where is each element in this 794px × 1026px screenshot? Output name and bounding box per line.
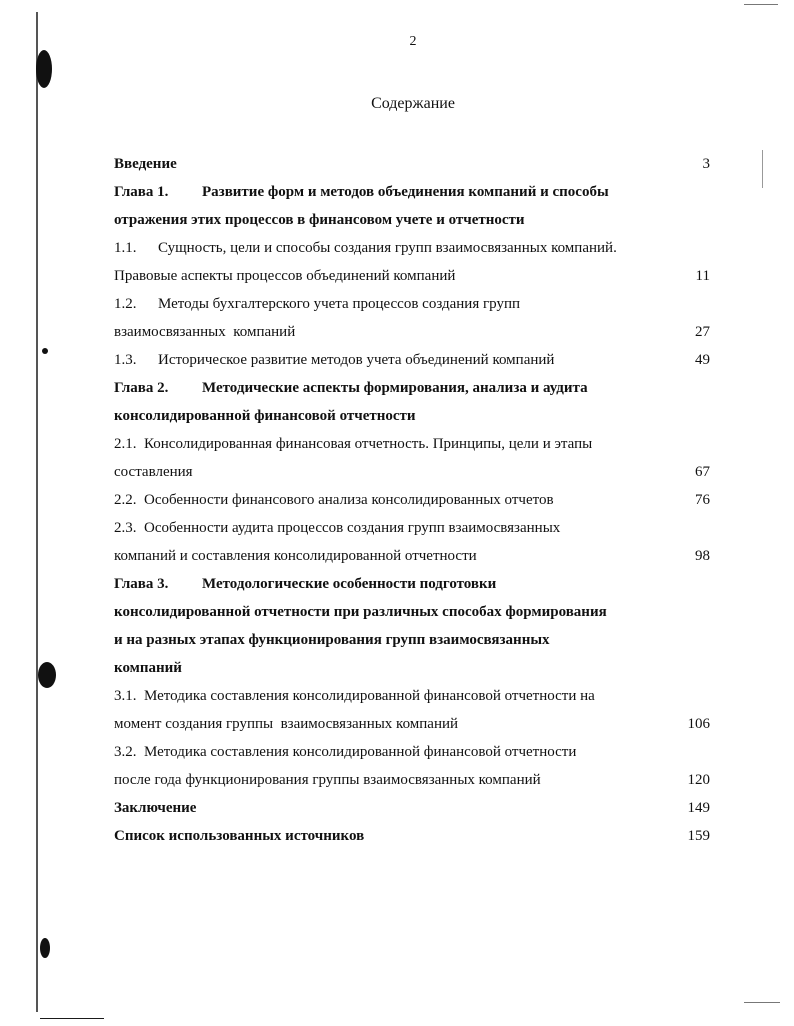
scan-margin-tick xyxy=(762,150,763,188)
toc-chapter-2-heading-cont xyxy=(114,402,710,430)
section-title-line: Особенности финансового анализа консолидированных отчетов xyxy=(144,492,554,508)
section-number: 2.2. xyxy=(114,492,137,508)
toc-chapter-3-heading-cont xyxy=(114,654,710,682)
toc-chapter-2-heading[interactable] xyxy=(114,374,710,402)
scan-corner-line xyxy=(744,4,778,5)
chapter-title-line: консолидированной финансовой отчетности xyxy=(114,408,416,424)
section-title-line: компаний и составления консолидированной отчетности xyxy=(114,548,477,564)
section-title-line: Консолидированная финансовая отчетность. Принципы, цели и этапы xyxy=(144,436,593,452)
toc-entry-label: Введение xyxy=(114,156,177,172)
toc-page-number: 27 xyxy=(695,324,710,340)
scan-dot-mark xyxy=(42,348,48,354)
section-number: 3.1. xyxy=(114,688,137,704)
section-title-line: Сущность, цели и способы создания групп взаимосвязанных компаний. xyxy=(158,240,617,256)
toc-chapter-1-heading[interactable] xyxy=(114,178,710,206)
toc-page-number: 120 xyxy=(687,772,710,788)
section-number: 2.3. xyxy=(114,520,137,536)
toc-page-number: 67 xyxy=(695,464,710,480)
toc-entry-references[interactable] xyxy=(114,822,710,850)
scan-hole-mark xyxy=(36,50,52,88)
section-number: 1.2. xyxy=(114,296,137,312)
toc-chapter-1-heading-cont xyxy=(114,206,710,234)
section-title-line: взаимосвязанных компаний xyxy=(114,324,296,340)
toc-section-1-1-cont xyxy=(114,262,710,290)
table-of-contents xyxy=(114,150,710,850)
toc-section-1-1[interactable] xyxy=(114,234,710,262)
toc-section-1-3[interactable] xyxy=(114,346,710,374)
toc-entry-label: Заключение xyxy=(114,800,197,816)
toc-page-number: 149 xyxy=(687,800,710,816)
chapter-title-line: Развитие форм и методов объединения компаний и способы xyxy=(202,184,609,200)
toc-page-number: 76 xyxy=(695,492,710,508)
toc-chapter-3-heading-cont xyxy=(114,598,710,626)
chapter-title-line: и на разных этапах функционирования групп взаимосвязанных xyxy=(114,632,550,648)
toc-section-3-2-cont xyxy=(114,766,710,794)
page-number: 2 xyxy=(409,34,417,49)
chapter-title-line: компаний xyxy=(114,660,182,676)
toc-entry-intro[interactable] xyxy=(114,150,710,178)
section-title-line: Методика составления консолидированной финансовой отчетности на xyxy=(144,688,595,704)
chapter-number: Глава 1. xyxy=(114,184,169,200)
chapter-title-line: Методические аспекты формирования, анализа и аудита xyxy=(202,380,588,396)
toc-section-2-1[interactable] xyxy=(114,430,710,458)
scan-corner-line xyxy=(744,1002,780,1003)
toc-section-3-2[interactable] xyxy=(114,738,710,766)
toc-page-number: 49 xyxy=(695,352,710,368)
toc-title: Содержание xyxy=(371,95,455,112)
section-number: 3.2. xyxy=(114,744,137,760)
scan-edge-line xyxy=(36,12,38,1012)
toc-section-3-1-cont xyxy=(114,710,710,738)
scan-hole-mark xyxy=(38,662,56,688)
toc-page-number: 98 xyxy=(695,548,710,564)
chapter-number: Глава 2. xyxy=(114,380,169,396)
toc-section-2-3-cont xyxy=(114,542,710,570)
toc-page-number: 3 xyxy=(702,156,710,172)
toc-page-number: 106 xyxy=(687,716,710,732)
toc-chapter-3-heading[interactable] xyxy=(114,570,710,598)
toc-section-2-3[interactable] xyxy=(114,514,710,542)
section-title-line: составления xyxy=(114,464,193,480)
toc-section-1-2-cont xyxy=(114,318,710,346)
section-title-line: Методы бухгалтерского учета процессов создания групп xyxy=(158,296,520,312)
section-title-line: Особенности аудита процессов создания групп взаимосвязанных xyxy=(144,520,561,536)
toc-section-2-1-cont xyxy=(114,458,710,486)
scan-bottom-line xyxy=(40,1018,104,1019)
section-title-line: момент создания группы взаимосвязанных компаний xyxy=(114,716,459,732)
chapter-title-line: Методологические особенности подготовки xyxy=(202,576,497,592)
toc-section-3-1[interactable] xyxy=(114,682,710,710)
section-title-line: Правовые аспекты процессов объединений компаний xyxy=(114,268,456,284)
toc-entry-conclusion[interactable] xyxy=(114,794,710,822)
section-number: 1.3. xyxy=(114,352,137,368)
toc-section-2-2[interactable] xyxy=(114,486,710,514)
section-title-line: после года функционирования группы взаимосвязанных компаний xyxy=(114,772,541,788)
section-title-line: Историческое развитие методов учета объединений компаний xyxy=(158,352,555,368)
scan-hole-mark xyxy=(40,938,50,958)
chapter-number: Глава 3. xyxy=(114,576,169,592)
section-number: 1.1. xyxy=(114,240,137,256)
chapter-title-line: консолидированной отчетности при различных способах формирования xyxy=(114,604,607,620)
section-number: 2.1. xyxy=(114,436,137,452)
chapter-title-line: отражения этих процессов в финансовом учете и отчетности xyxy=(114,212,525,228)
toc-page-number: 11 xyxy=(695,268,710,284)
section-title-line: Методика составления консолидированной финансовой отчетности xyxy=(144,744,577,760)
toc-entry-label: Список использованных источников xyxy=(114,828,365,844)
toc-section-1-2[interactable] xyxy=(114,290,710,318)
toc-page-number: 159 xyxy=(687,828,710,844)
toc-chapter-3-heading-cont xyxy=(114,626,710,654)
